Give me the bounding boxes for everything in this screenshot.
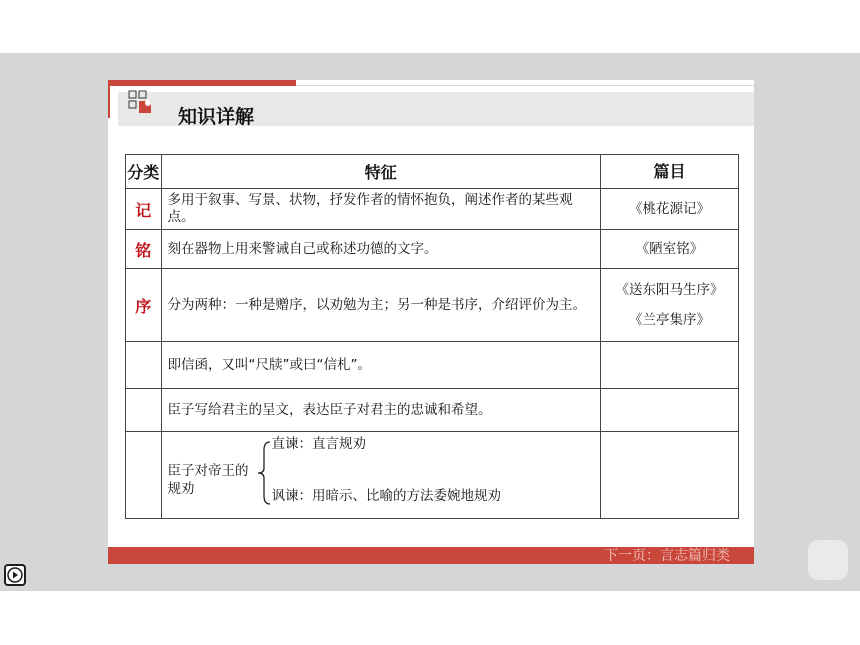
brace-left-label: 臣子对帝王的规劝 [167, 463, 249, 497]
table-row [126, 269, 739, 342]
table-header-row [126, 155, 739, 189]
row-category [126, 432, 162, 519]
row-works [600, 432, 738, 519]
row-feature: 分为两种：一种是赠序，以劝勉为主；另一种是书序，介绍评价为主。 [161, 269, 600, 342]
row-category: 铭 [126, 230, 162, 269]
work-title: 《桃花源记》 [628, 201, 710, 217]
left-accent-line [108, 80, 110, 118]
row-category [126, 342, 162, 389]
table-row [126, 342, 739, 389]
row-category [126, 389, 162, 432]
play-circle-icon [6, 566, 24, 584]
brace-branch-top: 直谏：直言规劝 [271, 436, 367, 452]
brace-diagram [168, 432, 594, 518]
row-category: 序 [126, 269, 162, 342]
top-accent-bar [108, 80, 296, 86]
work-title: 《陋室铭》 [635, 241, 704, 257]
table-row [126, 189, 739, 230]
nav-button[interactable] [808, 540, 848, 580]
row-feature: 刻在器物上用来警诫自己或称述功德的文字。 [161, 230, 600, 269]
row-feature: 多用于叙事、写景、状物，抒发作者的情怀抱负，阐述作者的某些观点。 [161, 189, 600, 230]
header-works: 篇目 [600, 155, 738, 189]
bottom-bar [108, 547, 754, 564]
brace-branch-bottom: 讽谏：用暗示、比喻的方法委婉地规劝 [271, 488, 502, 504]
row-works [600, 189, 738, 230]
top-divider [296, 85, 754, 86]
row-works [600, 269, 738, 342]
slide [108, 80, 754, 564]
table-row [126, 230, 739, 269]
next-page-link[interactable]: 下一页：言志篇归类 [604, 548, 730, 564]
grid-logo-icon [128, 90, 154, 114]
row-category: 记 [126, 189, 162, 230]
row-works [600, 389, 738, 432]
row-works [600, 230, 738, 269]
header-category: 分类 [126, 155, 162, 189]
row-feature [161, 432, 600, 519]
row-feature: 即信函，又叫“尺牍”或曰“信札”。 [161, 342, 600, 389]
knowledge-table [125, 154, 739, 519]
play-button[interactable] [4, 564, 26, 586]
work-title: 《送东阳马生序》 [615, 282, 724, 298]
header-feature: 特征 [161, 155, 600, 189]
row-feature: 臣子写给君主的呈文，表达臣子对君主的忠诚和希望。 [161, 389, 600, 432]
section-title: 知识详解 [178, 106, 255, 128]
table-row [126, 389, 739, 432]
work-title: 《兰亭集序》 [628, 312, 710, 328]
row-works [600, 342, 738, 389]
table-row [126, 432, 739, 519]
brace-icon [256, 440, 272, 506]
